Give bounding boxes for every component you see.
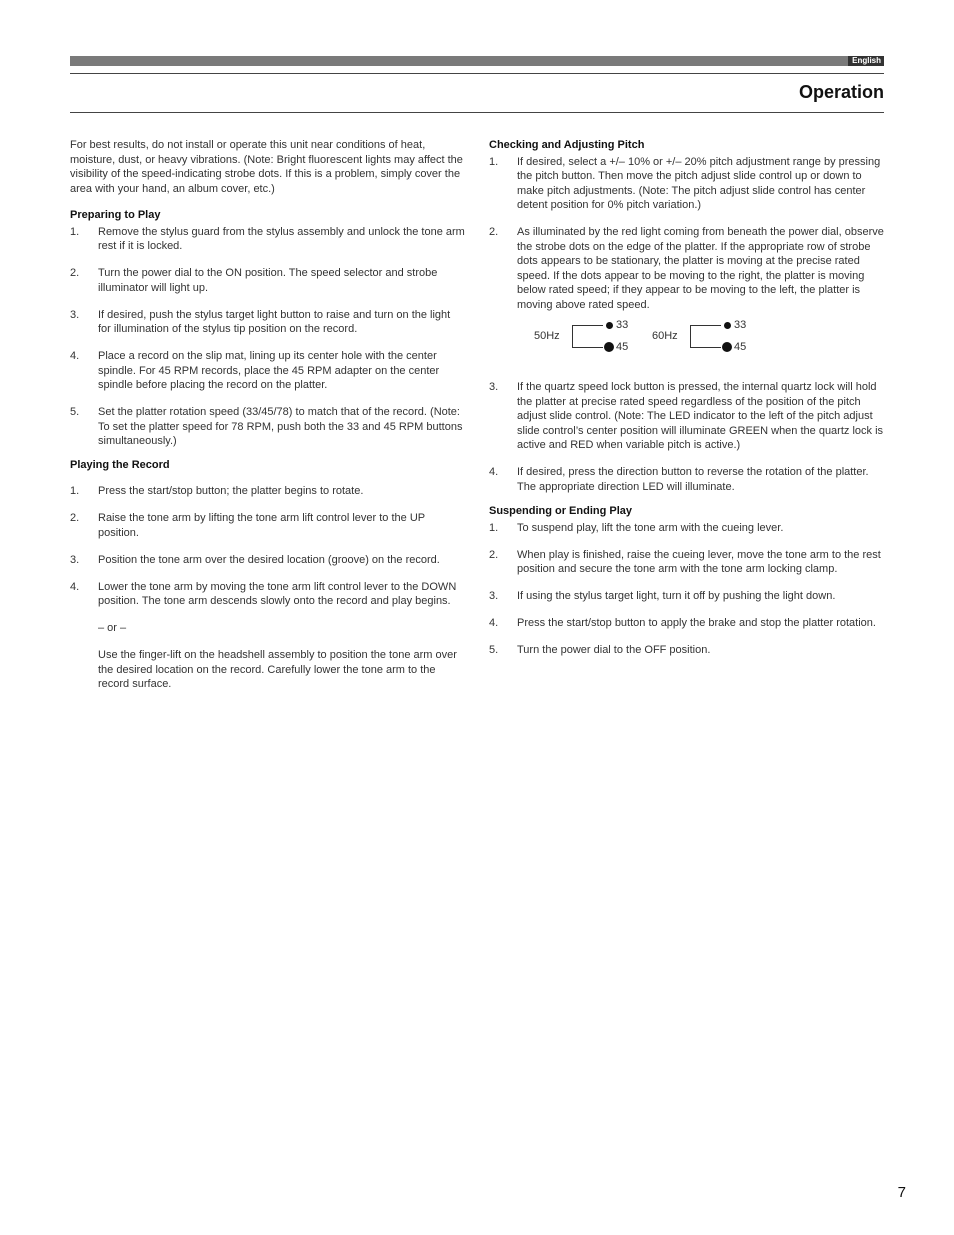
- list-item: [70, 553, 466, 568]
- list-item: [70, 308, 466, 337]
- step-number: 1.: [489, 155, 499, 168]
- step-number: 4.: [70, 580, 80, 593]
- list-item: [70, 484, 466, 499]
- step-number: 1.: [70, 225, 80, 238]
- speed-label-33: 33: [616, 319, 629, 331]
- step-text: Press the start/stop button; the platter begins to rotate.: [98, 485, 364, 497]
- list-item: [70, 405, 466, 449]
- step-number: 2.: [489, 226, 499, 238]
- step-text: Turn the power dial to the ON position. The speed selector and strobe illuminator will light up.: [98, 267, 438, 294]
- step-number: 4.: [489, 617, 499, 629]
- alternative-paragraph: Use the finger-lift on the headshell assembly to position the tone arm over the desired location on the record. Carefully lower the tone arm to the record surface.: [98, 649, 457, 690]
- step-number: 3.: [489, 590, 499, 602]
- step-number: 5.: [489, 644, 499, 656]
- step-text: If desired, press the direction button to reverse the rotation of the platter. The appropriate direction LED will illuminate.: [517, 466, 869, 493]
- list-item: [70, 225, 466, 254]
- strobe-dot-diagram: [489, 318, 885, 368]
- intro-paragraph: For best results, do not install or operate this unit near conditions of heat, moisture, dust, or heavy vibrations. (Note: Bright fluorescent lights may affect the visibility of the speed-indicating strobe dots. If this is a problem, simply cover the area with your hand, an album cover, etc.): [70, 139, 463, 195]
- step-number: 5.: [70, 406, 80, 418]
- step-text: Raise the tone arm by lifting the tone arm lift control lever to the UP position.: [98, 512, 425, 539]
- step-number: 4.: [70, 350, 80, 362]
- frequency-label: 60Hz: [652, 330, 678, 342]
- speed-label-33: 33: [734, 319, 747, 331]
- list-item: [70, 349, 466, 393]
- step-text: Press the start/stop button to apply the brake and stop the platter rotation.: [517, 617, 876, 629]
- section-heading-suspending: Suspending or Ending Play: [489, 505, 633, 517]
- or-separator: – or –: [98, 622, 127, 634]
- step-text: Remove the stylus guard from the stylus assembly and unlock the tone arm rest if it is locked.: [98, 225, 465, 252]
- step-text: Place a record on the slip mat, lining up its center hole with the center spindle. For 45 RPM records, place the 45 RPM adapter on the center spindle before placing the record on the platter.: [98, 350, 440, 391]
- step-number: 1.: [70, 485, 80, 497]
- step-text: If the quartz speed lock button is pressed, the internal quartz lock will hold the platter at precise rated speed regardless of the position of the pitch adjust slide control. (Note: The LED indicator to the left of the pitch adjust slide control’s center position will illuminate GREEN when the quartz lock is active and RED when variable pitch is active.): [517, 381, 884, 451]
- left-column: [70, 138, 466, 704]
- list-item: [489, 521, 885, 536]
- list-item: [489, 616, 885, 631]
- step-number: 2.: [489, 548, 499, 561]
- step-number: 3.: [489, 381, 499, 393]
- list-item: [489, 380, 885, 453]
- page-number: 7: [897, 1184, 906, 1201]
- step-text: Lower the tone arm by moving the tone arm lift control lever to the DOWN position. The tone arm descends slowly onto the record and play begins.: [98, 580, 457, 607]
- header-bar: [70, 56, 884, 66]
- step-number: 2.: [70, 267, 80, 279]
- section-heading-preparing: Preparing to Play: [70, 209, 161, 221]
- list-item: [489, 225, 885, 312]
- speed-label-45: 45: [616, 341, 629, 353]
- list-item: [489, 643, 885, 658]
- step-text: If desired, select a +/– 10% or +/– 20% pitch adjustment range by pressing the pitch button. Then move the pitch adjust slide control up or down to make pitch adjustments. (Note: The pitch adjust slide control has center detent position for 0% pitch variation.): [517, 155, 881, 211]
- list-item: [489, 548, 885, 577]
- section-heading-playing: Playing the Record: [70, 458, 170, 471]
- step-text: Turn the power dial to the OFF position.: [517, 644, 711, 656]
- strobe-dot-large-icon: [722, 342, 732, 352]
- list-item: [70, 580, 466, 609]
- list-item: [489, 589, 885, 604]
- step-number: 3.: [70, 308, 80, 321]
- speed-label-45: 45: [734, 341, 747, 353]
- step-text: If desired, push the stylus target light button to raise and turn on the light for illumination of the stylus tip position on the record.: [98, 308, 451, 335]
- step-text: As illuminated by the red light coming from beneath the power dial, observe the strobe dots on the edge of the platter. If the appropriate row of strobe dots appears to be stationary, the platter is moving at the precise rated speed. If the dots appear to be moving to the right, the platter is moving below rated speed; if they appear to be moving to the left, the platter is moving above rated speed.: [517, 226, 884, 311]
- list-item: [489, 465, 885, 494]
- language-label: English: [848, 56, 884, 66]
- step-text: When play is finished, raise the cueing lever, move the tone arm to the rest position and secure the tone arm with the tone arm locking clamp.: [517, 548, 881, 575]
- step-text: Set the platter rotation speed (33/45/78) to match that of the record. (Note: To set the platter speed for 78 RPM, push both the 33 and 45 RPM buttons simultaneously.): [98, 406, 463, 447]
- list-item: [70, 266, 466, 295]
- step-text: To suspend play, lift the tone arm with the cueing lever.: [517, 521, 784, 534]
- step-number: 3.: [70, 553, 80, 566]
- bracket-line: [690, 325, 721, 348]
- header-rule-top: [70, 73, 884, 74]
- list-item: [70, 511, 466, 540]
- step-text: If using the stylus target light, turn it off by pushing the light down.: [517, 590, 836, 602]
- list-item: [489, 155, 885, 213]
- header-rule-bottom: [70, 112, 884, 113]
- bracket-line: [572, 325, 603, 348]
- step-number: 4.: [489, 466, 499, 478]
- section-heading-pitch: Checking and Adjusting Pitch: [489, 139, 645, 151]
- frequency-label: 50Hz: [534, 330, 560, 342]
- strobe-group-60hz: [652, 318, 792, 362]
- strobe-dot-small-icon: [724, 322, 731, 329]
- right-column: [489, 138, 885, 670]
- page-title: Operation: [798, 82, 884, 102]
- strobe-dot-small-icon: [606, 322, 613, 329]
- step-number: 1.: [489, 521, 499, 534]
- strobe-dot-large-icon: [604, 342, 614, 352]
- step-text: Position the tone arm over the desired location (groove) on the record.: [98, 553, 440, 566]
- step-number: 2.: [70, 512, 80, 524]
